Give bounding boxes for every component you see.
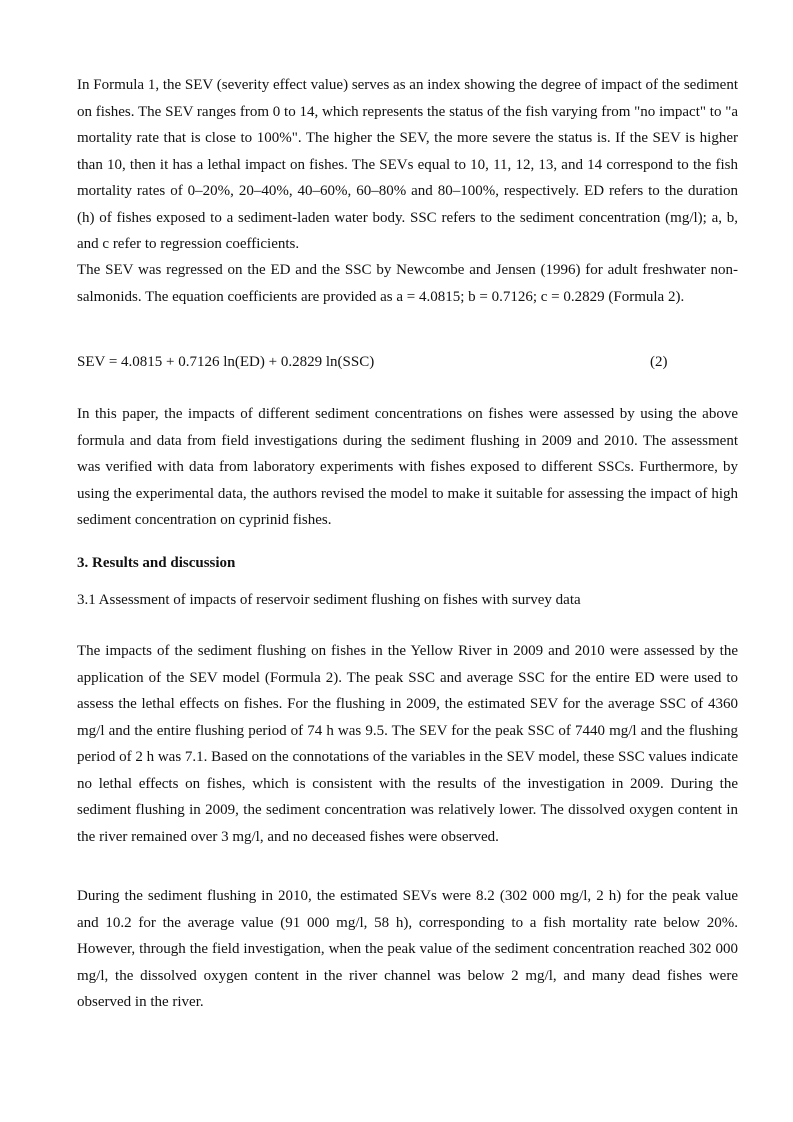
subsection-heading: 3.1 Assessment of impacts of reservoir sediment flushing on fishes with survey data <box>77 592 581 608</box>
paragraph-regression: The SEV was regressed on the ED and the SSC by Newcombe and Jensen (1996) for adult freshwater non-salmonids. The equation coefficients are provided as a = 4.0815; b = 0.7126; c = 0.2829 (Formula 2). <box>77 262 738 305</box>
paragraph-method: In this paper, the impacts of different sediment concentrations on fishes were assessed by using the above formula and data from field investigations during the sediment flushing in 2009 and 2010. The assessment was verified with data from laboratory experiments with fishes exposed to different SSCs. Furthermore, by using the experimental data, the authors revised the model to make it suitable for assessing the impact of high sediment concentration on cyprinid fishes. <box>77 406 738 528</box>
paragraph-2009-assessment: The impacts of the sediment flushing on fishes in the Yellow River in 2009 and 2010 were assessed by the application of the SEV model (Formula 2). The peak SSC and average SSC for the entire ED were used to assess the lethal effects on fishes. For the flushing in 2009, the estimated SEV for the average SSC of 4360 mg/l and the entire flushing period of 74 h was 9.5. The SEV for the peak SSC of 7440 mg/l and the flushing period of 2 h was 7.1. Based on the connotations of the variables in the SEV model, these SSC values indicate no lethal effects on fishes, which is consistent with the results of the investigation in 2009. During the sediment flushing in 2009, the sediment concentration was relatively lower. The dissolved oxygen content in the river remained over 3 mg/l, and no deceased fishes were observed. <box>77 643 738 845</box>
section-heading: 3. Results and discussion <box>77 555 236 571</box>
formula-number: (2) <box>650 354 668 370</box>
paragraph-sev-definition: In Formula 1, the SEV (severity effect value) serves as an index showing the degree of impact of the sediment on fishes. The SEV ranges from 0 to 14, which represents the status of the fish varying from "no impact" to "a mortality rate that is close to 100%". The higher the SEV, the more severe the status is. If the SEV is higher than 10, then it has a lethal impact on fishes. The SEVs equal to 10, 11, 12, 13, and 14 correspond to the fish mortality rates of 0–20%, 20–40%, 40–60%, 60–80% and 80–100%, respectively. ED refers to the duration (h) of fishes exposed to a sediment-laden water body. SSC refers to the sediment concentration (mg/l); a, b, and c refer to regression coefficients. <box>77 77 738 252</box>
paragraph-2010-assessment: During the sediment flushing in 2010, the estimated SEVs were 8.2 (302 000 mg/l, 2 h) for the peak value and 10.2 for the average value (91 000 mg/l, 58 h), corresponding to a fish mortality rate below 20%. However, through the field investigation, when the peak value of the sediment concentration reached 302 000 mg/l, the dissolved oxygen content in the river channel was below 2 mg/l, and many dead fishes were observed in the river. <box>77 888 738 1010</box>
formula-2 <box>77 349 738 376</box>
formula-text: SEV = 4.0815 + 0.7126 ln(ED) + 0.2829 ln(SSC) <box>77 354 375 370</box>
